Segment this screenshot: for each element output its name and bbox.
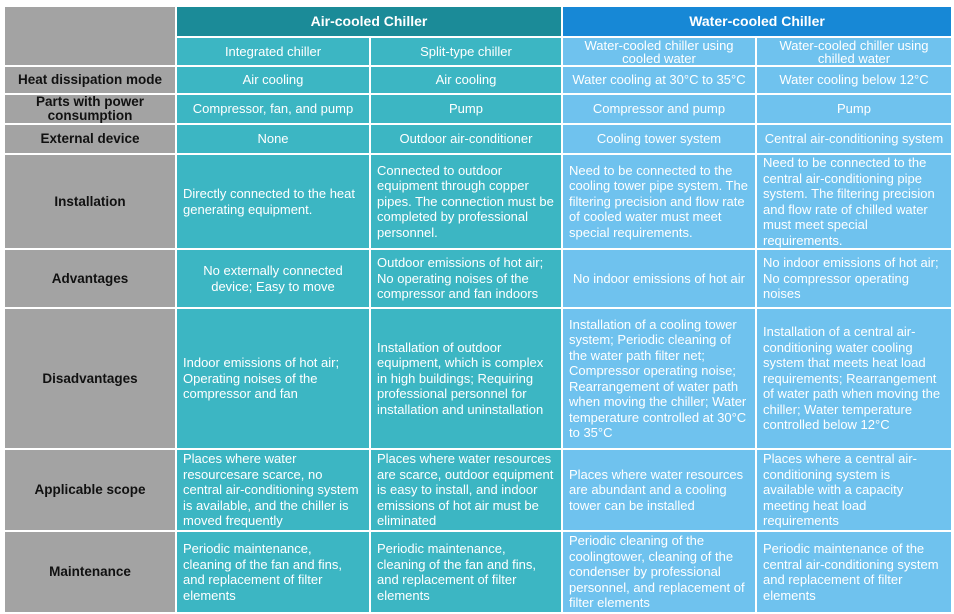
- table-cell: Water cooling at 30°C to 35°C: [563, 67, 755, 93]
- table-cell: Pump: [757, 95, 951, 123]
- table-cell: Water cooling below 12°C: [757, 67, 951, 93]
- table-cell: Central air-conditioning system: [757, 125, 951, 153]
- table-cell: Periodic maintenance of the central air-conditioning system and replacement of filter elements: [757, 532, 951, 612]
- table-cell: Places where water resourcesare scarce, no central air-conditioning system is available, and the chiller is moved frequently: [177, 450, 369, 530]
- table-row: [5, 450, 951, 530]
- table-cell: Periodic cleaning of the coolingtower, cleaning of the condenser by professional personnel, and replacement of filter elements: [563, 532, 755, 612]
- subheader-cooled-water: Water-cooled chiller using cooled water: [563, 38, 755, 65]
- table-row: [5, 125, 951, 153]
- table-cell: Need to be connected to the central air-conditioning pipe system. The filtering precision and flow rate of chilled water must meet special requirements.: [757, 155, 951, 248]
- table-cell: Compressor and pump: [563, 95, 755, 123]
- table-row: [5, 95, 951, 123]
- table-cell: Outdoor air-conditioner: [371, 125, 561, 153]
- table-cell: No indoor emissions of hot air: [563, 250, 755, 307]
- row-label: Heat dissipation mode: [5, 67, 175, 93]
- table-row: [5, 155, 951, 248]
- subheader-integrated: Integrated chiller: [177, 38, 369, 65]
- table-cell: Periodic maintenance, cleaning of the fan and fins, and replacement of filter elements: [371, 532, 561, 612]
- group-header-row: [5, 7, 951, 36]
- table-cell: Air cooling: [177, 67, 369, 93]
- table-row: [5, 250, 951, 307]
- table-cell: Outdoor emissions of hot air; No operating noises of the compressor and fan indoors: [371, 250, 561, 307]
- table-cell: None: [177, 125, 369, 153]
- table-cell: Air cooling: [371, 67, 561, 93]
- row-label: Applicable scope: [5, 450, 175, 530]
- row-label: Disadvantages: [5, 309, 175, 448]
- row-label: External device: [5, 125, 175, 153]
- table-row: [5, 67, 951, 93]
- table-cell: Cooling tower system: [563, 125, 755, 153]
- water-cooled-header: Water-cooled Chiller: [563, 7, 951, 36]
- table-cell: Installation of a cooling tower system; Periodic cleaning of the water path filter net; Compressor operating noise; Rearrangement of water path when moving the chiller; Water temperature controlled at 30°C to 35°C: [563, 309, 755, 448]
- table-row: [5, 532, 951, 612]
- table-cell: Pump: [371, 95, 561, 123]
- table-cell: Connected to outdoor equipment through copper pipes. The connection must be completed by professional personnel.: [371, 155, 561, 248]
- table-cell: Installation of a central air-conditioning water cooling system that meets heat load requirements; Rearrangement of water path when moving the chiller; Water temperature controlled below 12°C: [757, 309, 951, 448]
- chiller-comparison-table: [3, 5, 953, 614]
- table-cell: Need to be connected to the cooling tower pipe system. The filtering precision and flow rate of cooled water must meet special requirements.: [563, 155, 755, 248]
- row-label: Advantages: [5, 250, 175, 307]
- subheader-split-type: Split-type chiller: [371, 38, 561, 65]
- table-cell: Periodic maintenance, cleaning of the fan and fins, and replacement of filter elements: [177, 532, 369, 612]
- table-cell: Directly connected to the heat generating equipment.: [177, 155, 369, 248]
- table-cell: No indoor emissions of hot air; No compressor operating noises: [757, 250, 951, 307]
- table-cell: Places where water resources are abundant and a cooling tower can be installed: [563, 450, 755, 530]
- table-cell: Installation of outdoor equipment, which is complex in high buildings; Requiring professional personnel for installation and uninstallation: [371, 309, 561, 448]
- subheader-chilled-water: Water-cooled chiller using chilled water: [757, 38, 951, 65]
- table-cell: Indoor emissions of hot air; Operating noises of the compressor and fan: [177, 309, 369, 448]
- row-label: Parts with power consumption: [5, 95, 175, 123]
- row-label: Installation: [5, 155, 175, 248]
- table-cell: Places where water resources are scarce, outdoor equipment is easy to install, and indoor emissions of hot air must be eliminated: [371, 450, 561, 530]
- corner-cell: [5, 7, 175, 65]
- table-cell: Places where a central air-conditioning system is available with a capacity meeting heat load requirements: [757, 450, 951, 530]
- table-cell: Compressor, fan, and pump: [177, 95, 369, 123]
- table-row: [5, 309, 951, 448]
- row-label: Maintenance: [5, 532, 175, 612]
- air-cooled-header: Air-cooled Chiller: [177, 7, 561, 36]
- table-cell: No externally connected device; Easy to move: [177, 250, 369, 307]
